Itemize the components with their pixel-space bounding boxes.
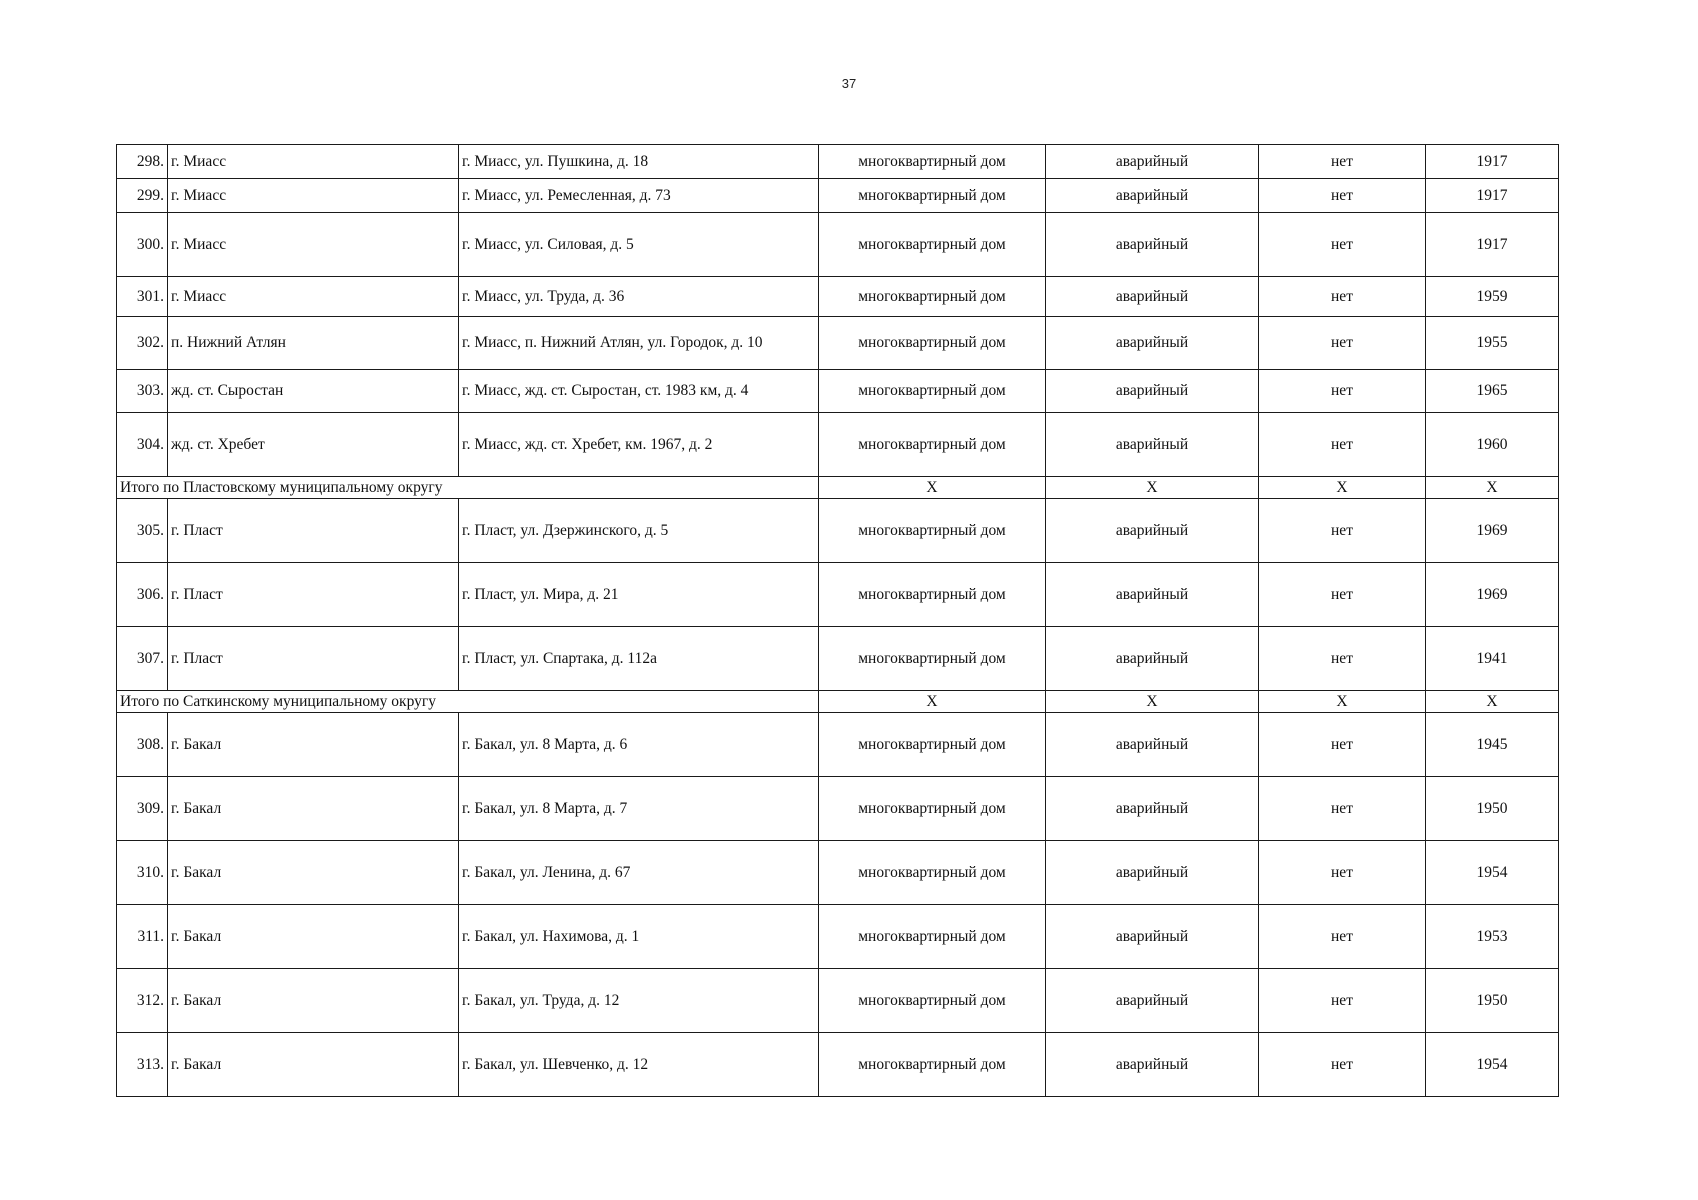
locality-cell: г. Бакал (168, 841, 459, 905)
year-cell: 1965 (1426, 370, 1559, 413)
summary-flag-cell: X (1259, 477, 1426, 499)
locality-cell: жд. ст. Хребет (168, 413, 459, 477)
address-cell: г. Миасс, жд. ст. Сыростан, ст. 1983 км, д. 4 (459, 370, 819, 413)
flag-cell: нет (1259, 1033, 1426, 1097)
locality-cell: п. Нижний Атлян (168, 317, 459, 370)
year-cell: 1941 (1426, 627, 1559, 691)
summary-label: Итого по Саткинскому муниципальному округу (117, 691, 819, 713)
table-row (117, 627, 1559, 691)
table-row (117, 905, 1559, 969)
row-number-cell: 302. (117, 317, 168, 370)
address-cell: г. Миасс, ул. Ремесленная, д. 73 (459, 179, 819, 213)
flag-cell: нет (1259, 213, 1426, 277)
locality-cell: г. Бакал (168, 905, 459, 969)
building-type-cell: многоквартирный дом (819, 370, 1046, 413)
flag-cell: нет (1259, 499, 1426, 563)
row-number-cell: 309. (117, 777, 168, 841)
locality-cell: г. Бакал (168, 713, 459, 777)
summary-state-cell: X (1046, 477, 1259, 499)
flag-cell: нет (1259, 413, 1426, 477)
building-type-cell: многоквартирный дом (819, 1033, 1046, 1097)
year-cell: 1960 (1426, 413, 1559, 477)
flag-cell: нет (1259, 145, 1426, 179)
building-type-cell: многоквартирный дом (819, 841, 1046, 905)
flag-cell: нет (1259, 905, 1426, 969)
row-number-cell: 312. (117, 969, 168, 1033)
summary-type-cell: X (819, 691, 1046, 713)
building-type-cell: многоквартирный дом (819, 317, 1046, 370)
condition-cell: аварийный (1046, 370, 1259, 413)
table-row (117, 1033, 1559, 1097)
address-cell: г. Пласт, ул. Спартака, д. 112а (459, 627, 819, 691)
building-type-cell: многоквартирный дом (819, 777, 1046, 841)
locality-cell: г. Миасс (168, 213, 459, 277)
summary-flag-cell: X (1259, 691, 1426, 713)
building-type-cell: многоквартирный дом (819, 713, 1046, 777)
year-cell: 1955 (1426, 317, 1559, 370)
page-number: 37 (841, 76, 857, 91)
row-number-cell: 308. (117, 713, 168, 777)
flag-cell: нет (1259, 277, 1426, 317)
address-cell: г. Бакал, ул. Труда, д. 12 (459, 969, 819, 1033)
condition-cell: аварийный (1046, 179, 1259, 213)
address-cell: г. Миасс, ул. Труда, д. 36 (459, 277, 819, 317)
address-cell: г. Миасс, жд. ст. Хребет, км. 1967, д. 2 (459, 413, 819, 477)
condition-cell: аварийный (1046, 563, 1259, 627)
row-number-cell: 303. (117, 370, 168, 413)
summary-row (117, 477, 1559, 499)
flag-cell: нет (1259, 777, 1426, 841)
locality-cell: г. Миасс (168, 145, 459, 179)
summary-label: Итого по Пластовскому муниципальному округу (117, 477, 819, 499)
year-cell: 1917 (1426, 145, 1559, 179)
summary-row (117, 691, 1559, 713)
table-body (117, 145, 1559, 1097)
condition-cell: аварийный (1046, 1033, 1259, 1097)
table-row (117, 145, 1559, 179)
table-row (117, 370, 1559, 413)
flag-cell: нет (1259, 179, 1426, 213)
locality-cell: г. Пласт (168, 627, 459, 691)
year-cell: 1945 (1426, 713, 1559, 777)
year-cell: 1954 (1426, 1033, 1559, 1097)
locality-cell: г. Миасс (168, 179, 459, 213)
address-cell: г. Миасс, ул. Пушкина, д. 18 (459, 145, 819, 179)
table-row (117, 499, 1559, 563)
year-cell: 1917 (1426, 179, 1559, 213)
summary-state-cell: X (1046, 691, 1259, 713)
address-cell: г. Пласт, ул. Мира, д. 21 (459, 563, 819, 627)
address-cell: г. Бакал, ул. Ленина, д. 67 (459, 841, 819, 905)
table-row (117, 213, 1559, 277)
row-number-cell: 311. (117, 905, 168, 969)
condition-cell: аварийный (1046, 413, 1259, 477)
year-cell: 1954 (1426, 841, 1559, 905)
building-type-cell: многоквартирный дом (819, 969, 1046, 1033)
row-number-cell: 307. (117, 627, 168, 691)
flag-cell: нет (1259, 627, 1426, 691)
row-number-cell: 301. (117, 277, 168, 317)
address-cell: г. Пласт, ул. Дзержинского, д. 5 (459, 499, 819, 563)
summary-year-cell: X (1426, 691, 1559, 713)
row-number-cell: 304. (117, 413, 168, 477)
condition-cell: аварийный (1046, 777, 1259, 841)
table-row (117, 277, 1559, 317)
flag-cell: нет (1259, 370, 1426, 413)
locality-cell: г. Миасс (168, 277, 459, 317)
table-row (117, 563, 1559, 627)
building-type-cell: многоквартирный дом (819, 905, 1046, 969)
flag-cell: нет (1259, 317, 1426, 370)
locality-cell: жд. ст. Сыростан (168, 370, 459, 413)
building-type-cell: многоквартирный дом (819, 277, 1046, 317)
condition-cell: аварийный (1046, 841, 1259, 905)
address-cell: г. Миасс, п. Нижний Атлян, ул. Городок, д. 10 (459, 317, 819, 370)
year-cell: 1969 (1426, 563, 1559, 627)
year-cell: 1950 (1426, 777, 1559, 841)
year-cell: 1953 (1426, 905, 1559, 969)
table-row (117, 777, 1559, 841)
flag-cell: нет (1259, 969, 1426, 1033)
address-cell: г. Бакал, ул. 8 Марта, д. 6 (459, 713, 819, 777)
year-cell: 1959 (1426, 277, 1559, 317)
table-row (117, 969, 1559, 1033)
locality-cell: г. Пласт (168, 499, 459, 563)
row-number-cell: 298. (117, 145, 168, 179)
building-type-cell: многоквартирный дом (819, 179, 1046, 213)
building-type-cell: многоквартирный дом (819, 627, 1046, 691)
summary-type-cell: X (819, 477, 1046, 499)
address-cell: г. Бакал, ул. 8 Марта, д. 7 (459, 777, 819, 841)
table-row (117, 713, 1559, 777)
address-cell: г. Бакал, ул. Шевченко, д. 12 (459, 1033, 819, 1097)
year-cell: 1917 (1426, 213, 1559, 277)
building-type-cell: многоквартирный дом (819, 413, 1046, 477)
building-type-cell: многоквартирный дом (819, 499, 1046, 563)
condition-cell: аварийный (1046, 277, 1259, 317)
condition-cell: аварийный (1046, 499, 1259, 563)
year-cell: 1969 (1426, 499, 1559, 563)
row-number-cell: 306. (117, 563, 168, 627)
table-row (117, 413, 1559, 477)
row-number-cell: 313. (117, 1033, 168, 1097)
building-type-cell: многоквартирный дом (819, 563, 1046, 627)
row-number-cell: 305. (117, 499, 168, 563)
address-cell: г. Бакал, ул. Нахимова, д. 1 (459, 905, 819, 969)
year-cell: 1950 (1426, 969, 1559, 1033)
flag-cell: нет (1259, 563, 1426, 627)
summary-year-cell: X (1426, 477, 1559, 499)
table-row (117, 317, 1559, 370)
housing-table (116, 144, 1559, 1097)
condition-cell: аварийный (1046, 969, 1259, 1033)
locality-cell: г. Пласт (168, 563, 459, 627)
flag-cell: нет (1259, 841, 1426, 905)
row-number-cell: 310. (117, 841, 168, 905)
condition-cell: аварийный (1046, 627, 1259, 691)
locality-cell: г. Бакал (168, 1033, 459, 1097)
condition-cell: аварийный (1046, 145, 1259, 179)
table-row (117, 841, 1559, 905)
row-number-cell: 300. (117, 213, 168, 277)
row-number-cell: 299. (117, 179, 168, 213)
locality-cell: г. Бакал (168, 777, 459, 841)
building-type-cell: многоквартирный дом (819, 213, 1046, 277)
table-row (117, 179, 1559, 213)
condition-cell: аварийный (1046, 213, 1259, 277)
condition-cell: аварийный (1046, 713, 1259, 777)
building-type-cell: многоквартирный дом (819, 145, 1046, 179)
address-cell: г. Миасс, ул. Силовая, д. 5 (459, 213, 819, 277)
flag-cell: нет (1259, 713, 1426, 777)
condition-cell: аварийный (1046, 905, 1259, 969)
locality-cell: г. Бакал (168, 969, 459, 1033)
condition-cell: аварийный (1046, 317, 1259, 370)
